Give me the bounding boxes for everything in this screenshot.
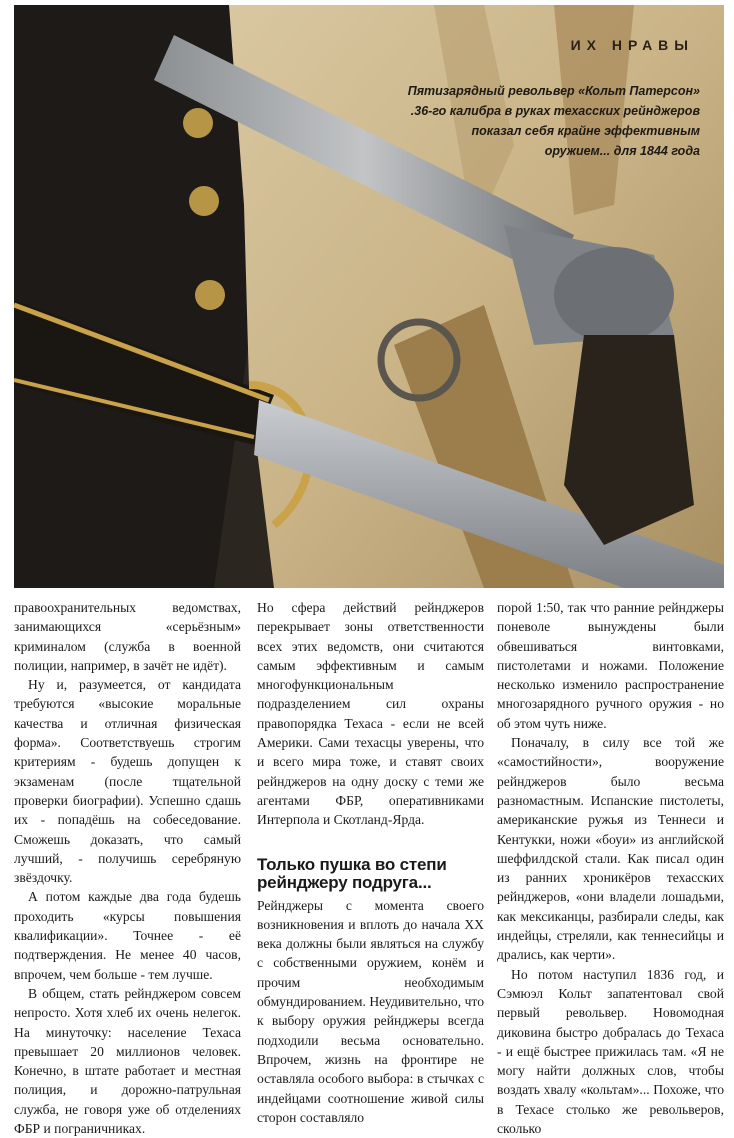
text-column-3 (497, 598, 724, 1138)
paragraph: порой 1:50, так что ранние рейнджеры поневоле вынуждены были обвешиваться винтовками, пистолетами и ножами. Положение несколько изменило распространение многозарядного ручного оружия - но об этом чуть ниже. (497, 600, 724, 731)
caption-line: Пятизарядный револьвер «Кольт Патерсон» (407, 84, 700, 98)
revolver-photo (14, 5, 724, 588)
photo-caption (400, 81, 700, 161)
paragraph: Но сфера действий рейнджеров перекрывает зоны ответственности всех этих ведомств, они считаются самым эффективным и самым многофункциональным подразделением сил охраны правопорядка Техаса - если не всей Америки. Сами техасцы уверены, что и всего мира тоже, и ставят своих рейнджеров на одну доску с теми же агентами ФБР, оперативниками Интерпола и Скотланд-Ярда. (257, 600, 484, 828)
paragraph: Рейнджеры с момента своего возникновения и вплоть до начала XX века должны были являться на службу с собственными оружием, конём и прочим необходимым обмундированием. Неудивительно, что к выбору оружия рейнджеры всегда подходили весьма основательно. Впрочем, жизнь на фронтире не оставляла особого выбора: в стычках с индейцами соотношение живой силы сторон составляло (257, 897, 484, 1125)
paragraph: Ну и, разумеется, от кандидата требуются «высокие моральные качества и отличная физическая форма». Соответствуешь строгим критериям - будешь допущен к экзаменам (после тщательной проверки биографии). Успешно сдашь их - попадёшь на собеседование. Сможешь доказать, что самый лучший, - получишь серебряную звёздочку. (14, 677, 241, 886)
caption-line: показал себя крайне эффективным (471, 124, 700, 138)
caption-line: оружием... для 1844 года (544, 144, 700, 158)
paragraph: Но потом наступил 1836 год, и Сэмюэл Кольт запатентовал свой первый револьвер. Новомодная диковина быстро добралась до Техаса - и ещё быстрее прижилась там. «Я не могу найти должных слов, чтобы воздать хвалу «кольтам»... Похоже, что в Техасе столько же револьверов, сколько (497, 966, 724, 1137)
section-tag: ИХ НРАВЫ (570, 37, 694, 53)
paragraph: А потом каждые два года будешь проходить «курсы повышения квалификации». Точнее - её подтверждения. Не менее 40 часов, впрочем, чем больше - тем лучше. (14, 889, 241, 982)
text-column-1 (14, 598, 241, 1138)
paragraph: В общем, стать рейнджером совсем непросто. Хотя хлеб их очень нелегок. На минуточку: население Техаса превышает 20 миллионов человек. Конечно, в штате работает и местная полиция, и дорожно-патрульная служба, не говоря уже об отделениях ФБР и пограничниках. (14, 985, 241, 1137)
section-heading: Только пушка во степи рейнджеру подруга... (257, 854, 447, 892)
caption-line: .36-го калибра в руках техасских рейнджеров (410, 104, 700, 118)
paragraph: правоохранительных ведомствах, занимающихся «серьёзным» криминалом (служба в военной полиции, например, в зачёт не идёт). (14, 600, 241, 673)
text-column-2 (257, 598, 484, 1127)
paragraph: Поначалу, в силу все той же «самостийности», вооружение рейнджеров было весьма разномастным. Испанские пистолеты, американские ружья из Теннеси и Кентукки, ножи «боуи» из английской шеффилдской стали. Как писал один из ранних хроникёров техасских рейнджеров, «они владели лошадьми, как мексиканцы, разбирали следы, как индейцы, стреляли, как теннесийцы и дрались, как черти». (497, 735, 724, 963)
